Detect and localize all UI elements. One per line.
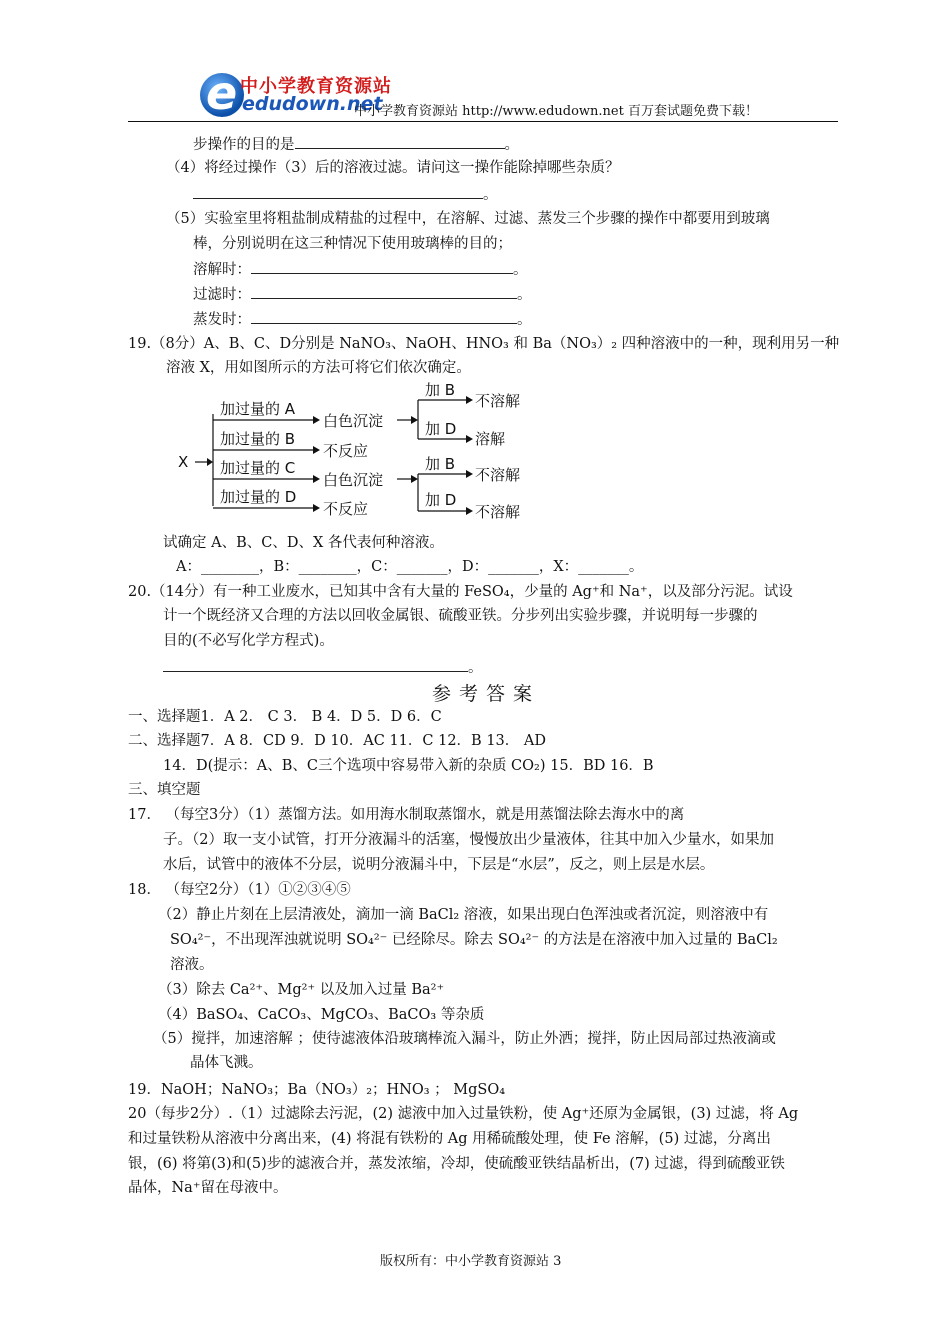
q18-filter: 过滤时： 。 <box>193 284 532 305</box>
q20-line-3: 目的(不必写化学方程式)。 <box>163 633 334 649</box>
ans-line-1: 一、选择题1．A 2． C 3． B 4．D 5．D 6．C <box>128 709 442 725</box>
diag-add-b: 加过量的 B <box>220 430 296 448</box>
diag-add-a: 加过量的 A <box>220 400 296 418</box>
diag-insoluble-1: 不溶解 <box>475 392 521 410</box>
q18-line-4: （5）实验室里将粗盐制成精盐的过程中，在溶解、过滤、蒸发三个步骤的操作中都要用到玻璃 <box>166 211 770 227</box>
q19-answer-blanks: A：________，B：________，C：_______，D：_______，X：_______。 <box>176 559 644 575</box>
diag-result-d: 不反应 <box>323 500 369 518</box>
q19-flow-diagram <box>175 378 535 528</box>
logo-english-name: edudown.net <box>242 93 383 115</box>
q18-evaporate: 蒸发时： 。 <box>193 309 532 330</box>
diag-result-c: 白色沉淀 <box>323 471 384 489</box>
diag-x: X <box>178 453 189 471</box>
q18-dissolve: 溶解时： 。 <box>193 259 528 280</box>
ans-line-10: SO₄²⁻，不出现浑浊就说明 SO₄²⁻ 已经除尽。除去 SO₄²⁻ 的方法是在溶液中加入过量的 BaCl₂ <box>170 932 778 948</box>
ans-line-17: 20（每步2分）.（1）过滤除去污泥，(2) 滤液中加入过量铁粉，使 Ag⁺还原为金属银，(3) 过滤，将 Ag <box>128 1106 799 1122</box>
ans-line-3: 14．D(提示：A、B、C三个选项中容易带入新的杂质 CO₂) 15．BD 16．B <box>163 758 654 774</box>
ans-line-16: 19．NaOH；NaNO₃；Ba（NO₃）₂；HNO₃ ； MgSO₄ <box>128 1082 506 1098</box>
diag-insoluble-3: 不溶解 <box>475 503 521 521</box>
logo-chinese-name: 中小学教育资源站 <box>240 76 392 97</box>
diag-add-b-1: 加 B <box>425 381 456 399</box>
ans-line-7: 水后，试管中的液体不分层，说明分液漏斗中，下层是“水层”，反之，则上层是水层。 <box>163 857 715 873</box>
q20-answer-line: 。 <box>163 657 483 678</box>
q18-line-5: 棒，分别说明在这三种情况下使用玻璃棒的目的； <box>193 236 512 252</box>
ans-line-2: 二、选择题7．A 8．CD 9．D 10．AC 11．C 12．B 13． AD <box>128 733 546 749</box>
diag-add-d-2: 加 D <box>425 491 457 509</box>
ans-line-20: 晶体，Na⁺留在母液中。 <box>128 1180 288 1196</box>
header-divider <box>128 121 838 122</box>
ans-line-18: 和过量铁粉从溶液中分离出来，(4) 将混有铁粉的 Ag 用稀硫酸处理，使 Fe 溶解，(5) 过滤，分离出 <box>128 1131 771 1147</box>
page-footer: 版权所有：中小学教育资源站 3 <box>380 1254 562 1269</box>
diag-add-c: 加过量的 C <box>220 459 296 477</box>
ans-line-19: 银，(6) 将第(3)和(5)步的滤液合并，蒸发浓缩，冷却，使硫酸亚铁结晶析出，(7) 过滤，得到硫酸亚铁 <box>128 1156 785 1172</box>
header-site-line: 中小学教育资源站 http://www.edudown.net 百万套试题免费下载！ <box>354 104 758 119</box>
ans-line-6: 子。（2）取一支小试管，打开分液漏斗的活塞，慢慢放出少量液体，往其中加入少量水，如果加 <box>163 832 774 848</box>
ans-line-9: （2）静止片刻在上层清液处，滴加一滴 BaCl₂ 溶液，如果出现白色浑浊或者沉淀，则溶液中有 <box>158 907 769 923</box>
ans-line-14: （5）搅拌，加速溶解 ；使待滤液体沿玻璃棒流入漏斗，防止外洒；搅拌，防止因局部过热液滴或 <box>153 1031 776 1047</box>
q19-line-1: 19.（8分）A、B、C、D分别是 NaNO₃、NaOH、HNO₃ 和 Ba（NO₃）₂ 四种溶液中的一种，现利用另一种 <box>128 336 840 352</box>
ans-line-5: 17． （每空3分）（1）蒸馏方法。如用海水制取蒸馏水，就是用蒸馏法除去海水中的离 <box>128 807 685 823</box>
q19-line-2: 溶液 X，用如图所示的方法可将它们依次确定。 <box>166 360 471 376</box>
diag-soluble-1: 溶解 <box>475 430 506 448</box>
ans-line-12: （3）除去 Ca²⁺、Mg²⁺ 以及加入过量 Ba²⁺ <box>158 982 445 998</box>
ans-line-11: 溶液。 <box>170 957 214 973</box>
diag-insoluble-2: 不溶解 <box>475 466 521 484</box>
q20-line-2: 计一个既经济又合理的方法以回收金属银、硫酸亚铁。分步列出实验步骤，并说明每一步骤的 <box>163 608 758 624</box>
diag-add-d: 加过量的 D <box>220 488 297 506</box>
ans-line-4: 三、填空题 <box>128 782 201 798</box>
q18-line-1: 步操作的目的是 。 <box>193 134 519 155</box>
q18-line-2: （4）将经过操作（3）后的溶液过滤。请问这一操作能除掉哪些杂质？ <box>166 160 620 176</box>
logo-e-letter: e <box>206 66 238 120</box>
diag-add-d-1: 加 D <box>425 420 457 438</box>
ans-line-13: （4）BaSO₄、CaCO₃、MgCO₃、BaCO₃ 等杂质 <box>158 1007 485 1023</box>
q19-line-3: 试确定 A、B、C、D、X 各代表何种溶液。 <box>163 535 444 551</box>
diag-result-a: 白色沉淀 <box>323 412 384 430</box>
answers-title: 参考答案 <box>432 683 541 705</box>
q18-line-3: 。 <box>193 184 498 205</box>
q20-line-1: 20.（14分）有一种工业废水，已知其中含有大量的 FeSO₄，少量的 Ag⁺和 Na⁺，以及部分污泥。试设 <box>128 584 793 600</box>
ans-line-15: 晶体飞溅。 <box>190 1055 263 1071</box>
ans-line-8: 18． （每空2分）（1）①②③④⑤ <box>128 882 351 898</box>
diag-result-b: 不反应 <box>323 442 369 460</box>
diag-add-b-2: 加 B <box>425 455 456 473</box>
